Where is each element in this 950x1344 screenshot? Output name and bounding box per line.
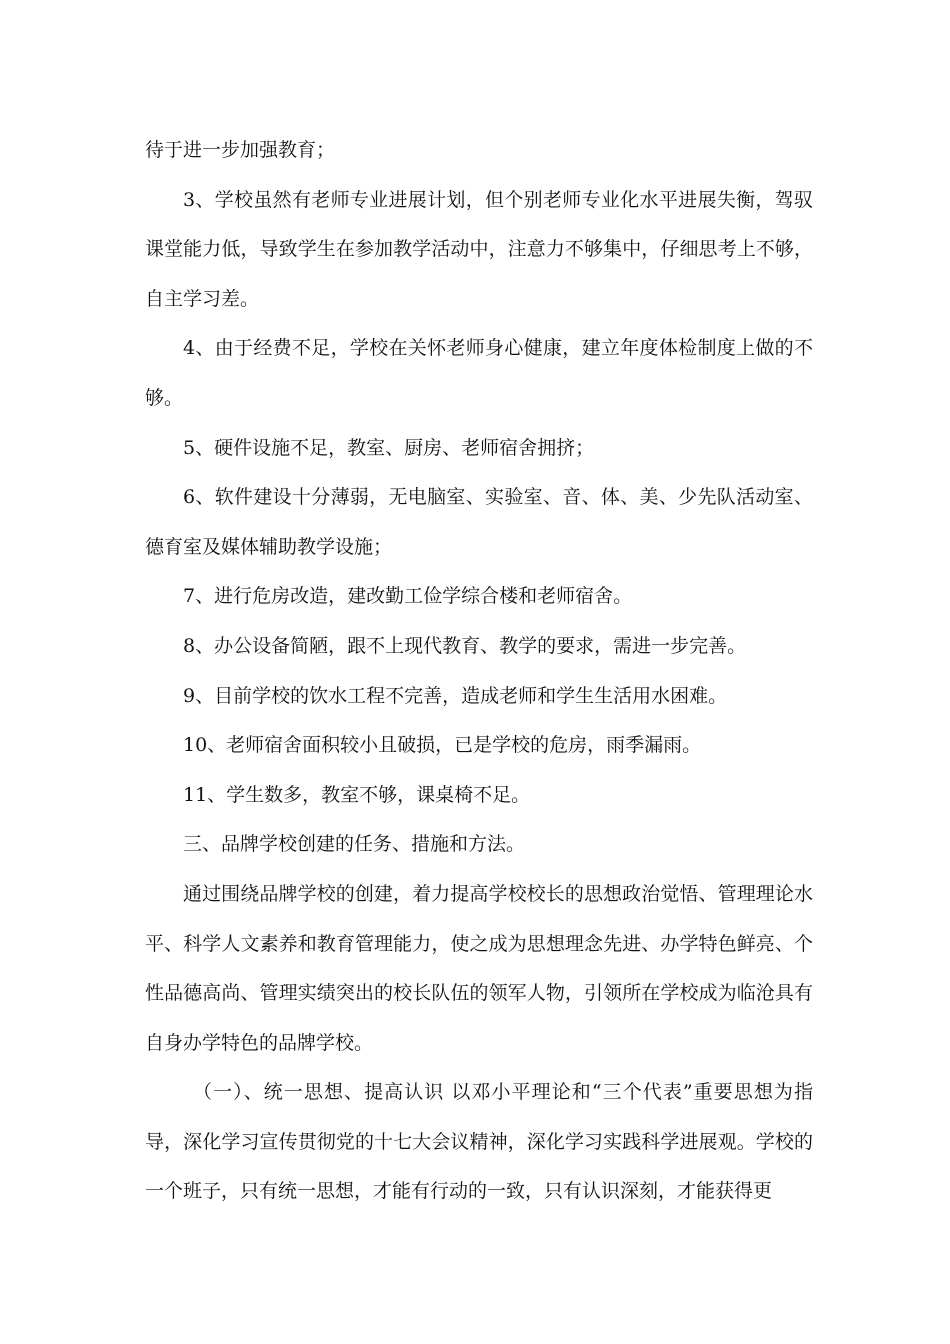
paragraph-intro: 通过围绕品牌学校的创建，着力提高学校校长的思想政治觉悟、管理理论水平、科学人文素养和教育管理能力，使之成为思想理念先进、办学特色鲜亮、个性品德高尚、管理实绩突出的校长队伍的领军人物，引领所在学校成为临沧具有自身办学特色的品牌学校。	[145, 882, 813, 1054]
paragraph-item-11: 11、学生数多，教室不够，课桌椅不足。	[183, 783, 531, 806]
paragraph-item-3: 3、学校虽然有老师专业进展计划，但个别老师专业化水平进展失衡，驾驭课堂能力低，导致学生在参加教学活动中，注意力不够集中，仔细思考上不够，自主学习差。	[145, 188, 813, 310]
section-heading: 三、品牌学校创建的任务、措施和方法。	[183, 833, 526, 856]
paragraph-item-10: 10、老师宿舍面积较小且破损，已是学校的危房，雨季漏雨。	[183, 734, 702, 757]
paragraph-item-9: 9、目前学校的饮水工程不完善，造成老师和学生生活用水困难。	[183, 684, 728, 707]
body-text	[145, 126, 813, 1217]
paragraph-subsection-1: （一）、统一思想、提高认识 以邓小平理论和“三个代表”重要思想为指导，深化学习宣传贯彻党的十七大会议精神，深化学习实践科学进展观。学校的一个班子，只有统一思想，才能有行动的一致，只有认识深刻，才能获得更	[145, 1081, 813, 1203]
paragraph-item-5: 5、硬件设施不足，教室、厨房、老师宿舍拥挤；	[183, 436, 595, 459]
paragraph-item-6: 6、软件建设十分薄弱，无电脑室、实验室、音、体、美、少先队活动室、德育室及媒体辅助教学设施；	[145, 486, 813, 558]
paragraph-item-4: 4、由于经费不足，学校在关怀老师身心健康，建立年度体检制度上做的不够。	[145, 337, 813, 409]
paragraph-item-7: 7、进行危房改造，建改勤工俭学综合楼和老师宿舍。	[183, 585, 633, 608]
paragraph-continuation: 待于进一步加强教育；	[145, 139, 336, 161]
paragraph-item-8: 8、办公设备简陋，跟不上现代教育、教学的要求，需进一步完善。	[183, 634, 747, 657]
